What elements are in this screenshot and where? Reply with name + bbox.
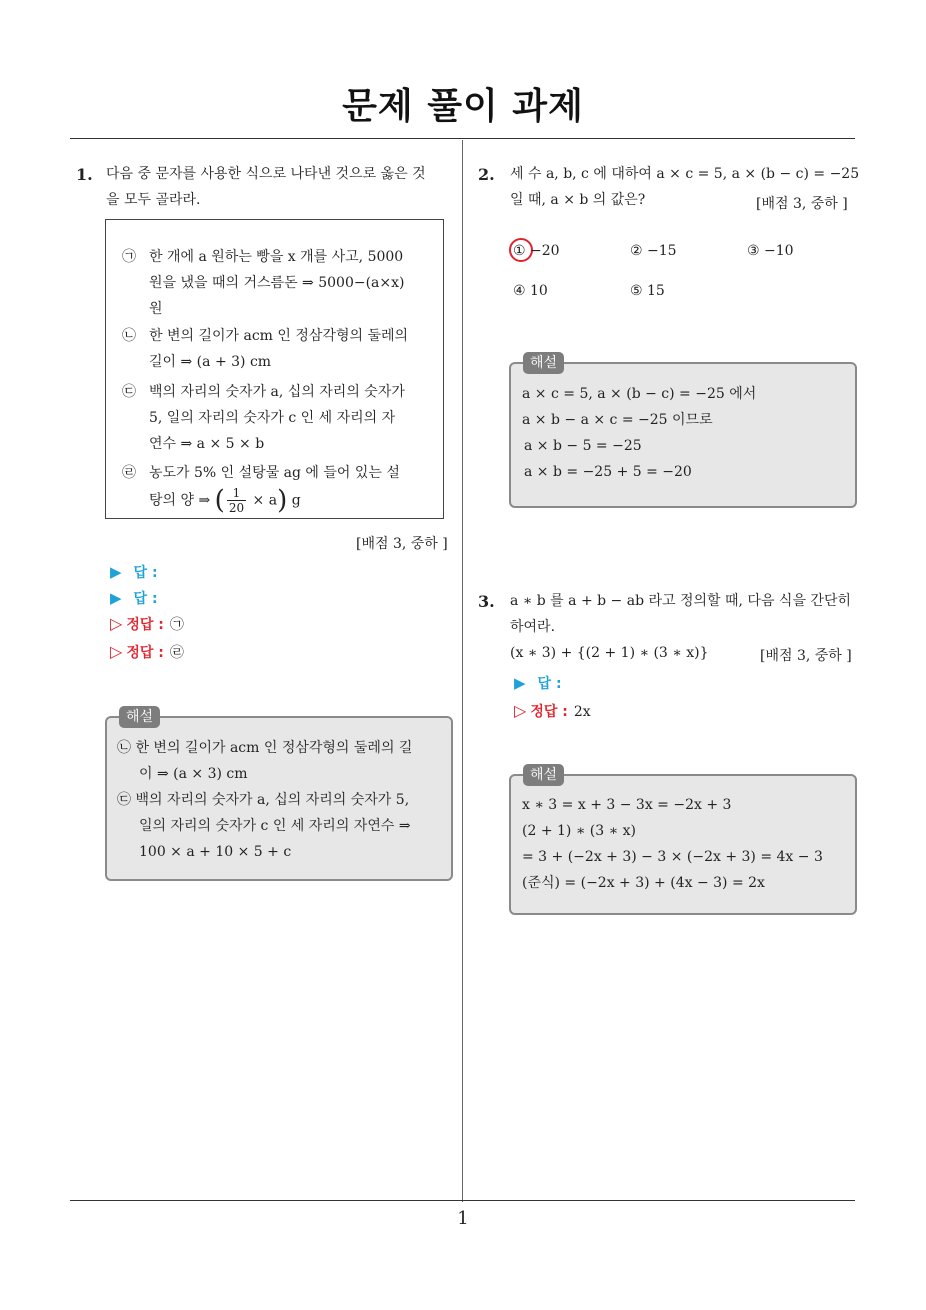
q2-score: [배점 3, 중하 ] <box>756 196 848 212</box>
q1-text-line2: 을 모두 골라라. <box>106 192 201 208</box>
answer-marker-icon: ▶ <box>110 589 122 607</box>
top-rule <box>70 138 855 139</box>
solution-tag: 해설 <box>523 352 564 374</box>
q3-number: 3. <box>478 592 495 611</box>
condition-mark: ㉠ <box>122 249 136 265</box>
correct-marker-icon: ▷ <box>514 701 527 720</box>
q1-correct-row-1: ▷ 정답 : ㉠ <box>110 614 184 633</box>
page-number: 1 <box>457 1208 469 1229</box>
q1-number: 1. <box>76 165 93 184</box>
choice-5[interactable]: ⑤ 15 <box>630 283 665 299</box>
answer-marker-icon: ▶ <box>110 563 122 581</box>
q1-score: [배점 3, 중하 ] <box>356 536 448 552</box>
q1-conditions-box <box>105 219 444 519</box>
q1-text-line1: 다음 중 문자를 사용한 식으로 나타낸 것으로 옳은 것 <box>106 166 426 182</box>
q3-expression: (x ∗ 3) + {(2 + 1) ∗ (3 ∗ x)} <box>510 645 709 661</box>
q1-text <box>106 161 456 213</box>
correct-marker-icon: ▷ <box>110 642 123 661</box>
choice-4[interactable]: ④ 10 <box>513 283 548 299</box>
condition-b: ㉡ 한 변의 길이가 acm 인 정삼각형의 둘레의 길이 ⇒ (a + 3) cm <box>122 323 432 375</box>
choice-1[interactable]: ① −20 <box>513 243 560 259</box>
q3-correct-row: ▷ 정답 : 2x <box>514 701 591 720</box>
solution-tag: 해설 <box>523 764 564 786</box>
q1-correct-row-2: ▷ 정답 : ㉣ <box>110 642 184 661</box>
q2-solution-box: 해설 a × c = 5, a × (b − c) = −25 에서 a × b − a × c = −25 이므로 a × b − 5 = −25 a × b = −25 + 5 = −20 <box>509 362 857 508</box>
condition-mark: ㉣ <box>122 465 136 481</box>
answer-marker-icon: ▶ <box>514 674 526 692</box>
choice-2[interactable]: ② −15 <box>630 243 677 259</box>
q3-solution-box: 해설 x ∗ 3 = x + 3 − 3x = −2x + 3 (2 + 1) ∗ (3 ∗ x) = 3 + (−2x + 3) − 3 × (−2x + 3) = 4x − 3 (준식) = (−2x + 3) + (4x − 3) = 2x <box>509 774 857 915</box>
column-divider <box>462 140 463 1202</box>
q2-text: 세 수 a, b, c 에 대하여 a × c = 5, a × (b − c) = −25 일 때, a × b 의 값은? <box>510 166 860 208</box>
condition-d: ㉣ 농도가 5% 인 설탕물 ag 에 들어 있는 설 탕의 양 ⇒ ( $\frac{1}{20}$ × a) g <box>122 460 432 515</box>
choice-3[interactable]: ③ −10 <box>747 243 794 259</box>
fraction: $\frac{1}{20}$ <box>228 486 245 515</box>
q1-answer-row-2: ▶ 답 : <box>110 589 158 607</box>
page-title: 문제 풀이 과제 <box>342 86 584 127</box>
solution-tag: 해설 <box>119 706 160 728</box>
q2-number: 2. <box>478 165 495 184</box>
condition-c: ㉢ 백의 자리의 숫자가 a, 십의 자리의 숫자가 5, 일의 자리의 숫자가 c 인 세 자리의 자 연수 ⇒ a × 5 × b <box>122 379 432 457</box>
q1-answer-row-1: ▶ 답 : <box>110 563 158 581</box>
condition-mark: ㉢ <box>122 384 136 400</box>
q3-score: [배점 3, 중하 ] <box>760 648 852 664</box>
bottom-rule <box>70 1200 855 1201</box>
q1-solution-box: 해설 ㉡ 한 변의 길이가 acm 인 정삼각형의 둘레의 길 이 ⇒ (a × 3) cm ㉢ 백의 자리의 숫자가 a, 십의 자리의 숫자가 5, 일의 자리의 숫자가 c 인 세 자리의 자연수 ⇒ 100 × a + 10 × 5 + c <box>105 716 453 881</box>
q3-text: a ∗ b 를 a + b − ab 라고 정의할 때, 다음 식을 간단히 하여라. <box>510 593 851 635</box>
q3-answer-row: ▶ 답 : <box>514 674 562 692</box>
correct-marker-icon: ▷ <box>110 614 123 633</box>
condition-mark: ㉡ <box>122 328 136 344</box>
condition-a: ㉠ 한 개에 a 원하는 빵을 x 개를 사고, 5000 원을 냈을 때의 거스름돈 ⇒ 5000−(a×x) 원 <box>122 244 432 322</box>
